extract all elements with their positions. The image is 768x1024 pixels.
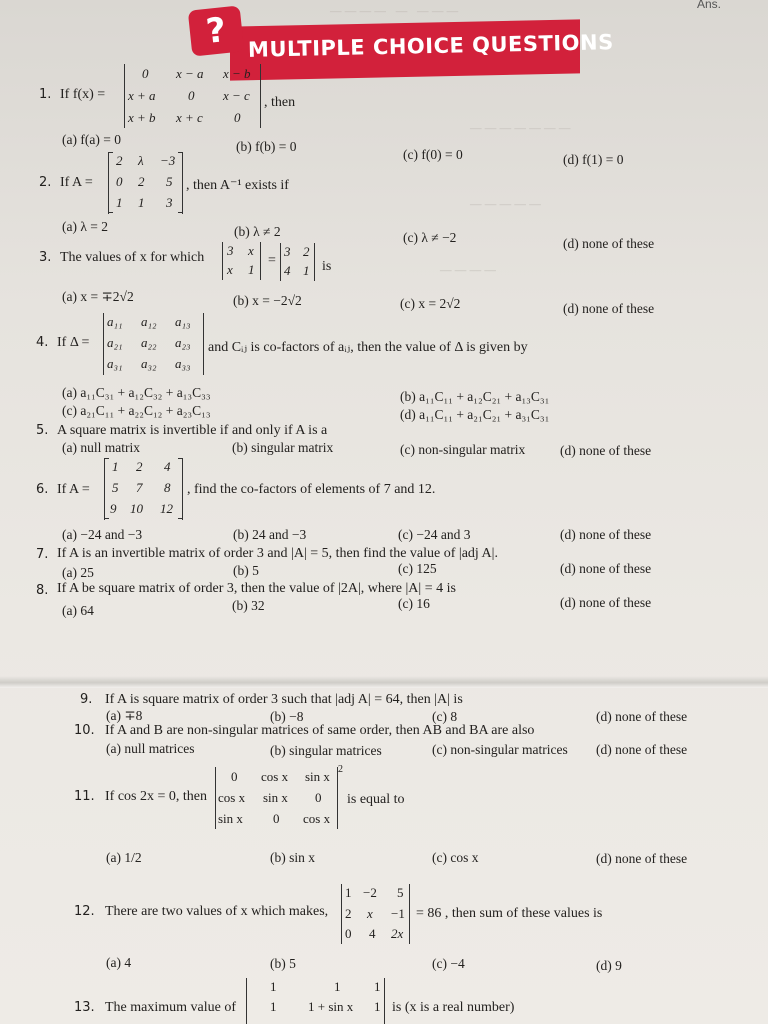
q10-option-a: (a) null matrices <box>106 741 195 756</box>
q1-cell: 0 <box>188 88 195 103</box>
q11-cell: sin x <box>263 790 288 805</box>
q6-cell: 4 <box>164 459 171 474</box>
q2-cell: 1 <box>116 195 123 210</box>
q1-number: 1. <box>39 87 52 102</box>
q5-option-d: (d) none of these <box>560 443 652 458</box>
q10-option-b: (b) singular matrices <box>270 743 382 758</box>
q11-cell: sin x <box>305 769 330 784</box>
q3-stem: The values of x for which <box>60 250 205 265</box>
q3-cell: 3 <box>227 243 234 258</box>
q2-option-d: (d) none of these <box>563 236 655 251</box>
q6-option-c: (c) −24 and 3 <box>398 527 471 542</box>
q1-cell: x − c <box>223 88 250 103</box>
q12-option-d: (d) 9 <box>596 958 622 973</box>
page-fold <box>0 676 768 688</box>
q2-cell: 5 <box>166 174 173 189</box>
q3-equals: = <box>268 253 276 268</box>
q9-option-a: (a) ∓8 <box>106 708 143 723</box>
q6-option-d: (d) none of these <box>560 527 652 542</box>
q12-cell: 1 <box>345 885 352 900</box>
q3-cell: 1 <box>303 263 310 278</box>
q11-stem: If cos 2x = 0, then <box>105 789 207 804</box>
q6-stem: If A = <box>57 482 90 497</box>
q3-cell: 4 <box>284 263 291 278</box>
q13-cell: 1 + sin x <box>308 999 354 1014</box>
q7-stem: If A is an invertible matrix of order 3 and |A| = 5, then find the value of |adj A|. <box>57 546 498 561</box>
q12-option-c: (c) −4 <box>432 956 465 971</box>
q4-number: 4. <box>36 335 49 350</box>
q8-option-a: (a) 64 <box>62 603 94 618</box>
q12-cell: 0 <box>345 926 352 941</box>
q2-cell: 2 <box>138 174 145 189</box>
q4-cell: a₂₃ <box>175 335 191 350</box>
q12-cell: 5 <box>397 885 404 900</box>
q11-cell: cos x <box>303 811 331 826</box>
q13-cell: 1 <box>270 999 277 1014</box>
q6-option-b: (b) 24 and −3 <box>233 527 307 542</box>
q2-stem: If A = <box>60 175 93 190</box>
q11-cell: sin x <box>218 811 243 826</box>
q11-option-d: (d) none of these <box>596 851 688 866</box>
q6-cell: 1 <box>112 459 119 474</box>
q3-cell: 1 <box>248 262 255 277</box>
q2-cell: −3 <box>160 153 176 168</box>
q3-tail: is <box>322 259 332 274</box>
q2-matrix <box>108 152 184 214</box>
q5-option-b: (b) singular matrix <box>232 440 334 455</box>
q13-cell: 1 <box>374 999 381 1014</box>
q4-option-b: (b) a₁₁C₁₁ + a₁₂C₂₁ + a₁₃C₃₁ <box>400 389 550 404</box>
q2-cell: 0 <box>116 174 123 189</box>
answer-corner-label: Ans. <box>697 0 722 11</box>
q6-option-a: (a) −24 and −3 <box>62 527 143 542</box>
q11-cell: 0 <box>273 811 280 826</box>
q1-cell: x − a <box>176 66 204 81</box>
q7-number: 7. <box>36 547 49 562</box>
q6-cell: 7 <box>136 480 143 495</box>
q4-determinant <box>103 313 205 375</box>
q10-option-d: (d) none of these <box>596 742 688 757</box>
q2-cell: 3 <box>166 195 173 210</box>
q8-option-c: (c) 16 <box>398 596 430 611</box>
q3-option-b: (b) x = −2√2 <box>233 293 302 308</box>
q2-cell: 1 <box>138 195 145 210</box>
q2-option-c: (c) λ ≠ −2 <box>403 230 457 245</box>
q6-cell: 2 <box>136 459 143 474</box>
q3-option-c: (c) x = 2√2 <box>400 296 461 311</box>
q12-cell: 2 <box>345 906 352 921</box>
q9-stem: If A is square matrix of order 3 such that |adj A| = 64, then |A| is <box>105 692 463 707</box>
q4-cell: a₃₂ <box>141 356 157 371</box>
q12-option-b: (b) 5 <box>270 956 296 971</box>
q5-number: 5. <box>36 423 49 438</box>
q4-cell: a₃₁ <box>107 356 123 371</box>
q4-cell: a₁₁ <box>107 314 123 329</box>
q9-option-b: (b) −8 <box>270 709 304 724</box>
q12-stem: There are two values of x which makes, <box>105 904 329 919</box>
q1-cell: x − b <box>223 66 251 81</box>
q1-determinant <box>124 64 264 128</box>
q6-number: 6. <box>36 482 49 497</box>
q13-stem: The maximum value of <box>105 1000 237 1015</box>
q4-option-c: (c) a₂₁C₁₁ + a₂₂C₁₂ + a₂₃C₁₃ <box>62 403 211 418</box>
q3-cell: 2 <box>303 244 310 259</box>
q13-determinant <box>246 978 386 1024</box>
q9-option-c: (c) 8 <box>432 709 458 724</box>
q11-cell: cos x <box>261 769 289 784</box>
q12-determinant <box>341 884 411 944</box>
q11-cell: 0 <box>315 790 322 805</box>
q7-option-c: (c) 125 <box>398 561 437 576</box>
question-mark-badge-icon: ? <box>188 5 245 56</box>
q3-number: 3. <box>39 250 52 265</box>
q9-option-d: (d) none of these <box>596 709 688 724</box>
q11-option-a: (a) 1/2 <box>106 850 142 865</box>
q11-tail: is equal to <box>347 792 405 807</box>
q8-option-b: (b) 32 <box>232 598 265 613</box>
q6-tail: , find the co-factors of elements of 7 and 12. <box>187 482 436 497</box>
q5-option-a: (a) null matrix <box>62 440 140 455</box>
q6-cell: 9 <box>110 501 117 516</box>
q13-number: 13. <box>74 1000 95 1015</box>
q2-tail: , then A⁻¹ exists if <box>186 178 289 193</box>
q13-cell: 1 <box>334 979 341 994</box>
q13-tail: is (x is a real number) <box>392 1000 515 1015</box>
q3-cell: 3 <box>284 244 291 259</box>
q4-stem: If Δ = <box>57 335 90 350</box>
q1-cell: 0 <box>142 66 149 81</box>
q1-option-d: (d) f(1) = 0 <box>563 152 624 167</box>
q7-option-a: (a) 25 <box>62 565 94 580</box>
q1-stem: If f(x) = <box>60 87 106 102</box>
q11-option-c: (c) cos x <box>432 850 479 865</box>
q1-cell: 0 <box>234 110 241 125</box>
q4-option-d: (d) a₁₁C₁₁ + a₂₁C₂₁ + a₃₁C₃₁ <box>400 407 550 422</box>
q2-option-b: (b) λ ≠ 2 <box>234 224 281 239</box>
q1-tail: , then <box>264 95 296 110</box>
q13-cell: 1 <box>374 979 381 994</box>
q4-cell: a₂₁ <box>107 335 123 350</box>
q5-stem: A square matrix is invertible if and only if A is a <box>57 423 328 438</box>
q4-option-a: (a) a₁₁C₃₁ + a₁₂C₃₂ + a₁₃C₃₃ <box>62 385 211 400</box>
q3-det-left <box>222 242 262 280</box>
q3-cell: x <box>248 243 254 258</box>
q2-number: 2. <box>39 175 52 190</box>
q12-cell: x <box>367 906 373 921</box>
q11-option-b: (b) sin x <box>270 850 315 865</box>
q3-option-d: (d) none of these <box>563 301 655 316</box>
q4-cell: a₁₂ <box>141 314 157 329</box>
q3-option-a: (a) x = ∓2√2 <box>62 289 134 304</box>
q12-tail: = 86 , then sum of these values is <box>416 906 603 921</box>
q3-cell: x <box>227 262 233 277</box>
q4-cell: a₂₂ <box>141 335 157 350</box>
q12-cell: −1 <box>391 906 405 921</box>
q12-cell: 2x <box>391 926 404 941</box>
q6-cell: 12 <box>160 501 173 516</box>
q4-cell: a₃₃ <box>175 356 191 371</box>
q3-det-right <box>280 243 316 281</box>
q5-option-c: (c) non-singular matrix <box>400 442 526 457</box>
q12-cell: 4 <box>369 926 376 941</box>
q6-cell: 8 <box>164 480 171 495</box>
q1-cell: x + a <box>128 88 156 103</box>
q11-determinant <box>215 767 339 829</box>
q11-power: 2 <box>338 764 343 775</box>
q7-option-d: (d) none of these <box>560 561 652 576</box>
q10-number: 10. <box>74 723 95 738</box>
q1-option-c: (c) f(0) = 0 <box>403 147 463 162</box>
q10-option-c: (c) non-singular matrices <box>432 742 568 757</box>
q7-option-b: (b) 5 <box>233 563 259 578</box>
q6-cell: 10 <box>130 501 143 516</box>
q2-cell: 2 <box>116 153 123 168</box>
section-title: MULTIPLE CHOICE QUESTIONS <box>247 30 614 62</box>
q2-cell: λ <box>138 153 144 168</box>
q1-cell: x + b <box>128 110 156 125</box>
q6-matrix <box>104 458 184 520</box>
q6-cell: 5 <box>112 480 119 495</box>
q8-number: 8. <box>36 583 49 598</box>
q8-option-d: (d) none of these <box>560 595 652 610</box>
q13-cell: 1 <box>270 979 277 994</box>
q10-stem: If A and B are non-singular matrices of same order, then AB and BA are also <box>105 723 535 738</box>
q9-number: 9. <box>80 692 93 707</box>
q11-cell: cos x <box>218 790 246 805</box>
q4-tail: and Cᵢⱼ is co-factors of aᵢⱼ, then the value of Δ is given by <box>208 340 528 355</box>
q2-option-a: (a) λ = 2 <box>62 219 109 234</box>
q11-number: 11. <box>74 789 95 804</box>
textbook-page: — — — — — — — — — — — — — — — — — — — — — — — — Ans. ? MULTIPLE CHOICE QUESTIONS 1. If f(x) = 0 x − a x − b x + a 0 x − c x + b x + c 0 , then (a) f(a) = 0 (b) f(b) = 0 (c) f(0) = 0 (d) f(1) = 0 2. If A = 2 λ −3 0 2 5 1 1 3 , then A⁻¹ exists if (a) λ = 2 (b) λ ≠ 2 (c) λ ≠ −2 (d) none of these 3. The values of x for which 3 x x 1 = 3 2 4 1 is (a) x = ∓2√2 (b) x = −2√2 (c) x = 2√2 (d) none of these 4. If Δ = a₁₁ a₁₂ a₁₃ a₂₁ a₂₂ a₂₃ a₃₁ a₃₂ a₃₃ and Cᵢⱼ is co-factors of aᵢⱼ, then the value of Δ is given by (a) a₁₁C₃₁ + a₁₂C₃₂ + a₁₃C₃₃ (b) a₁₁C₁₁ + a₁₂C₂₁ + a₁₃C₃₁ (c) a₂₁C₁₁ + a₂₂C₁₂ + a₂₃C₁₃ (d) a₁₁C₁₁ + a₂₁C₂₁ + a₃₁C₃₁ 5. A square matrix is invertible if and only if A is a (a) null matrix (b) singular matrix (c) non-singular matrix (d) none of these 6. If A = 1 2 4 5 7 8 9 10 12 , find the co-factors of elements of 7 and 12. (a) −24 and −3 (b) 24 and −3 (c) −24 and 3 (d) none of these 7. If A is an invertible matrix of order 3 and |A| = 5, then find the value of |adj A|. (a) 25 (b) 5 (c) 125 (d) none of these 8. If A be square matrix of order 3, then the value of |2A|, where |A| = 4 is (a) 64 (b) 32 (c) 16 (d) none of these 9. If A is square matrix of order 3 such that |adj A| = 64, then |A| is (a) ∓8 (b) −8 (c) 8 (d) none of these 10. If A and B are non-singular matrices of same order, then AB and BA are also (a) null matrices (b) singular matrices (c) non-singular matrices (d) none of these 11. If cos 2x = 0, then 0 cos x sin x cos x sin x 0 sin x 0 cos x 2 is equal to (a) 1/2 (b) sin x (c) cos x (d) none of these 12. There are two values of x which makes, 1 −2 5 2 x −1 0 4 2x = 86 , then sum of these values is (a) 4 (b) 5 (c) −4 (d) 9 13. The maximum value of 1 1 1 1 1 + sin x 1 is (x is a real number) <box>0 0 768 1024</box>
q12-number: 12. <box>74 904 95 919</box>
q1-cell: x + c <box>176 110 203 125</box>
q12-option-a: (a) 4 <box>106 955 132 970</box>
q8-stem: If A be square matrix of order 3, then the value of |2A|, where |A| = 4 is <box>57 581 456 596</box>
q12-cell: −2 <box>363 885 377 900</box>
q1-option-a: (a) f(a) = 0 <box>62 132 121 147</box>
q4-cell: a₁₃ <box>175 314 191 329</box>
q11-cell: 0 <box>231 769 238 784</box>
q1-option-b: (b) f(b) = 0 <box>236 139 297 154</box>
